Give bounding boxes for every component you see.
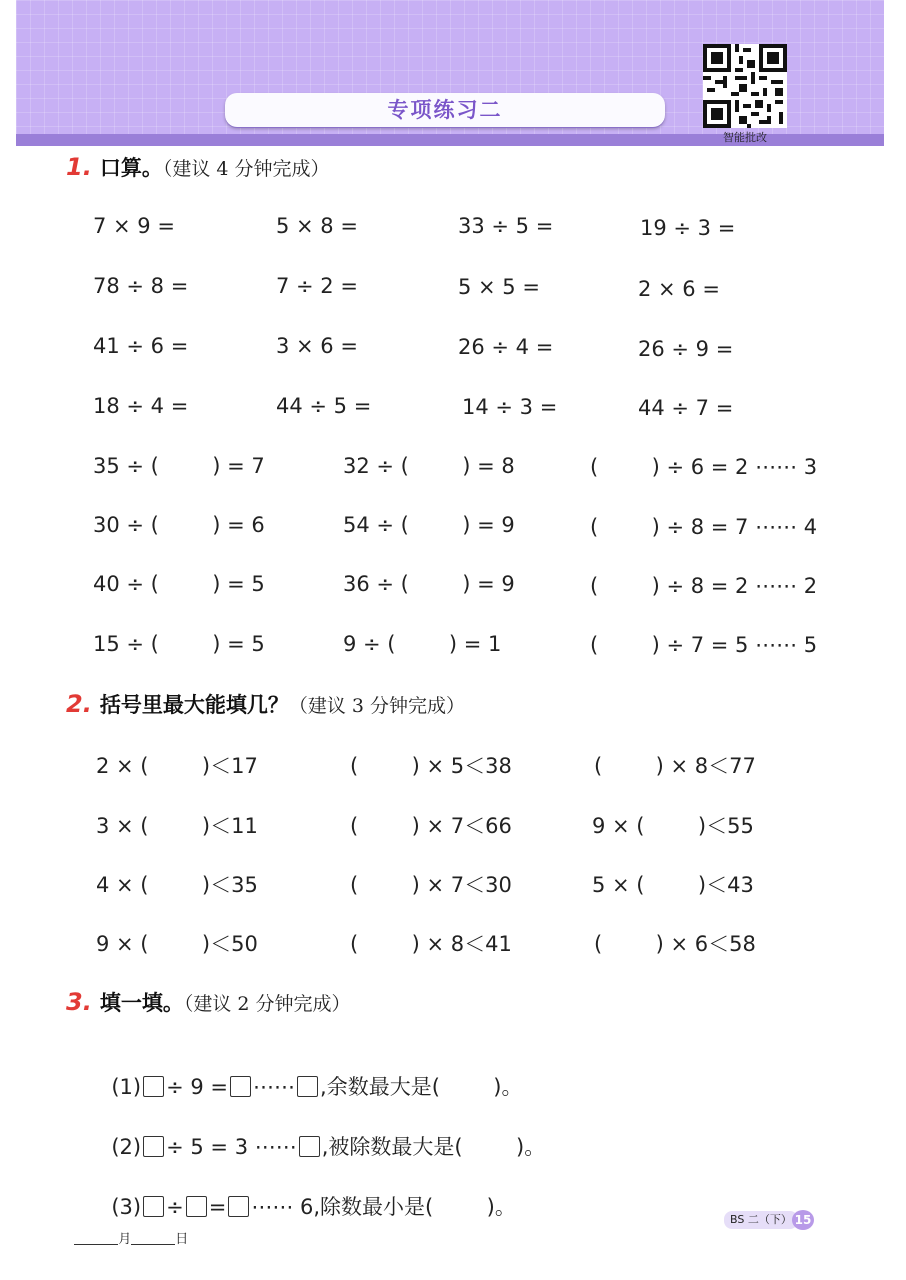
fill-problem[interactable]: 9 × ( )＜55 — [592, 814, 754, 838]
item-text: = — [208, 1195, 227, 1219]
fill-problem[interactable]: ( ) × 5＜38 — [350, 754, 512, 778]
day-blank[interactable] — [131, 1232, 175, 1245]
problem: 44 ÷ 5 = — [276, 394, 372, 418]
fill-problem[interactable]: 4 × ( )＜35 — [96, 873, 258, 897]
fill-problem[interactable]: 32 ÷ ( ) = 8 — [343, 454, 515, 478]
fill-problem[interactable]: ( ) × 7＜66 — [350, 814, 512, 838]
section-3-title: 填一填。 — [99, 991, 184, 1015]
qr-code-icon[interactable] — [703, 44, 787, 128]
item-text: ÷ 9 = — [166, 1075, 229, 1099]
fill-problem[interactable]: ( ) ÷ 6 = 2 ⋯⋯ 3 — [590, 455, 818, 479]
item-label: (1) — [111, 1075, 142, 1099]
section-1-hint: （建议 4 分钟完成） — [162, 158, 330, 180]
item-label: (2) — [111, 1135, 142, 1159]
problem: 7 ÷ 2 = — [276, 274, 358, 298]
answer-box[interactable] — [299, 1136, 320, 1157]
problem: 33 ÷ 5 = — [458, 214, 554, 238]
fill-problem[interactable]: ( ) × 8＜77 — [594, 754, 756, 778]
edition-tag: BS 二（下） — [724, 1211, 798, 1229]
item-label: (3) — [111, 1195, 142, 1219]
qr-label: 智能批改 — [723, 131, 767, 144]
problem: 5 × 8 = — [276, 214, 358, 238]
section-1-number: 1. — [66, 153, 92, 181]
fill-problem[interactable]: 30 ÷ ( ) = 6 — [93, 513, 265, 537]
section-1-heading — [66, 152, 330, 182]
fill-problem[interactable]: 2 × ( )＜17 — [96, 754, 258, 778]
page-title: 专项练习二 — [225, 93, 665, 127]
section-3-number: 3. — [66, 988, 92, 1016]
section-2-heading — [66, 689, 465, 719]
item-text: ⋯⋯ 6,除数最小是( )。 — [251, 1195, 516, 1219]
answer-box[interactable] — [297, 1076, 318, 1097]
fill-problem[interactable]: 15 ÷ ( ) = 5 — [93, 632, 265, 656]
fill-problem[interactable]: ( ) ÷ 8 = 2 ⋯⋯ 2 — [590, 574, 818, 598]
section-2-hint: （建议 3 分钟完成） — [288, 695, 465, 717]
fill-item-1 — [98, 1047, 522, 1101]
section-2-number: 2. — [66, 690, 92, 718]
fill-problem[interactable]: ( ) × 7＜30 — [350, 873, 512, 897]
problem: 78 ÷ 8 = — [93, 274, 189, 298]
day-label: 日 — [175, 1232, 189, 1247]
problem: 44 ÷ 7 = — [638, 396, 734, 420]
month-label: 月 — [118, 1232, 132, 1247]
item-text: ÷ — [166, 1195, 184, 1219]
fill-problem[interactable]: ( ) × 8＜41 — [350, 932, 512, 956]
item-text: ⋯⋯ — [253, 1075, 296, 1099]
problem: 2 × 6 = — [638, 277, 720, 301]
fill-problem[interactable]: 5 × ( )＜43 — [592, 873, 754, 897]
problem: 41 ÷ 6 = — [93, 334, 189, 358]
fill-problem[interactable]: 40 ÷ ( ) = 5 — [93, 572, 265, 596]
section-1-title: 口算。 — [99, 156, 163, 180]
item-text: ,余数最大是( )。 — [320, 1075, 523, 1099]
problem: 26 ÷ 9 = — [638, 337, 734, 361]
fill-problem[interactable]: ( ) ÷ 8 = 7 ⋯⋯ 4 — [590, 515, 818, 539]
fill-problem[interactable]: 3 × ( )＜11 — [96, 814, 258, 838]
section-3-hint: （建议 2 分钟完成） — [183, 993, 351, 1015]
page-number: 15 — [792, 1210, 814, 1230]
problem: 3 × 6 = — [276, 334, 358, 358]
section-2-title: 括号里最大能填几？ — [99, 693, 289, 717]
fill-problem[interactable]: 9 × ( )＜50 — [96, 932, 258, 956]
problem: 5 × 5 = — [458, 275, 540, 299]
answer-box[interactable] — [186, 1196, 207, 1217]
problem: 26 ÷ 4 = — [458, 335, 554, 359]
answer-box[interactable] — [143, 1076, 164, 1097]
date-line[interactable] — [66, 1213, 188, 1247]
fill-problem[interactable]: 54 ÷ ( ) = 9 — [343, 513, 515, 537]
problem: 19 ÷ 3 = — [640, 216, 736, 240]
problem: 14 ÷ 3 = — [462, 395, 558, 419]
problem: 7 × 9 = — [93, 214, 175, 238]
fill-problem[interactable]: 35 ÷ ( ) = 7 — [93, 454, 265, 478]
problem: 18 ÷ 4 = — [93, 394, 189, 418]
fill-problem[interactable]: ( ) ÷ 7 = 5 ⋯⋯ 5 — [590, 633, 818, 657]
fill-item-2 — [98, 1107, 545, 1161]
fill-problem[interactable]: 9 ÷ ( ) = 1 — [343, 632, 502, 656]
item-text: ,被除数最大是( )。 — [321, 1135, 546, 1159]
answer-box[interactable] — [143, 1136, 164, 1157]
fill-problem[interactable]: 36 ÷ ( ) = 9 — [343, 572, 515, 596]
month-blank[interactable] — [74, 1232, 118, 1245]
section-3-heading — [66, 987, 351, 1017]
item-text: ÷ 5 = 3 ⋯⋯ — [166, 1135, 297, 1159]
answer-box[interactable] — [230, 1076, 251, 1097]
fill-problem[interactable]: ( ) × 6＜58 — [594, 932, 756, 956]
answer-box[interactable] — [228, 1196, 249, 1217]
